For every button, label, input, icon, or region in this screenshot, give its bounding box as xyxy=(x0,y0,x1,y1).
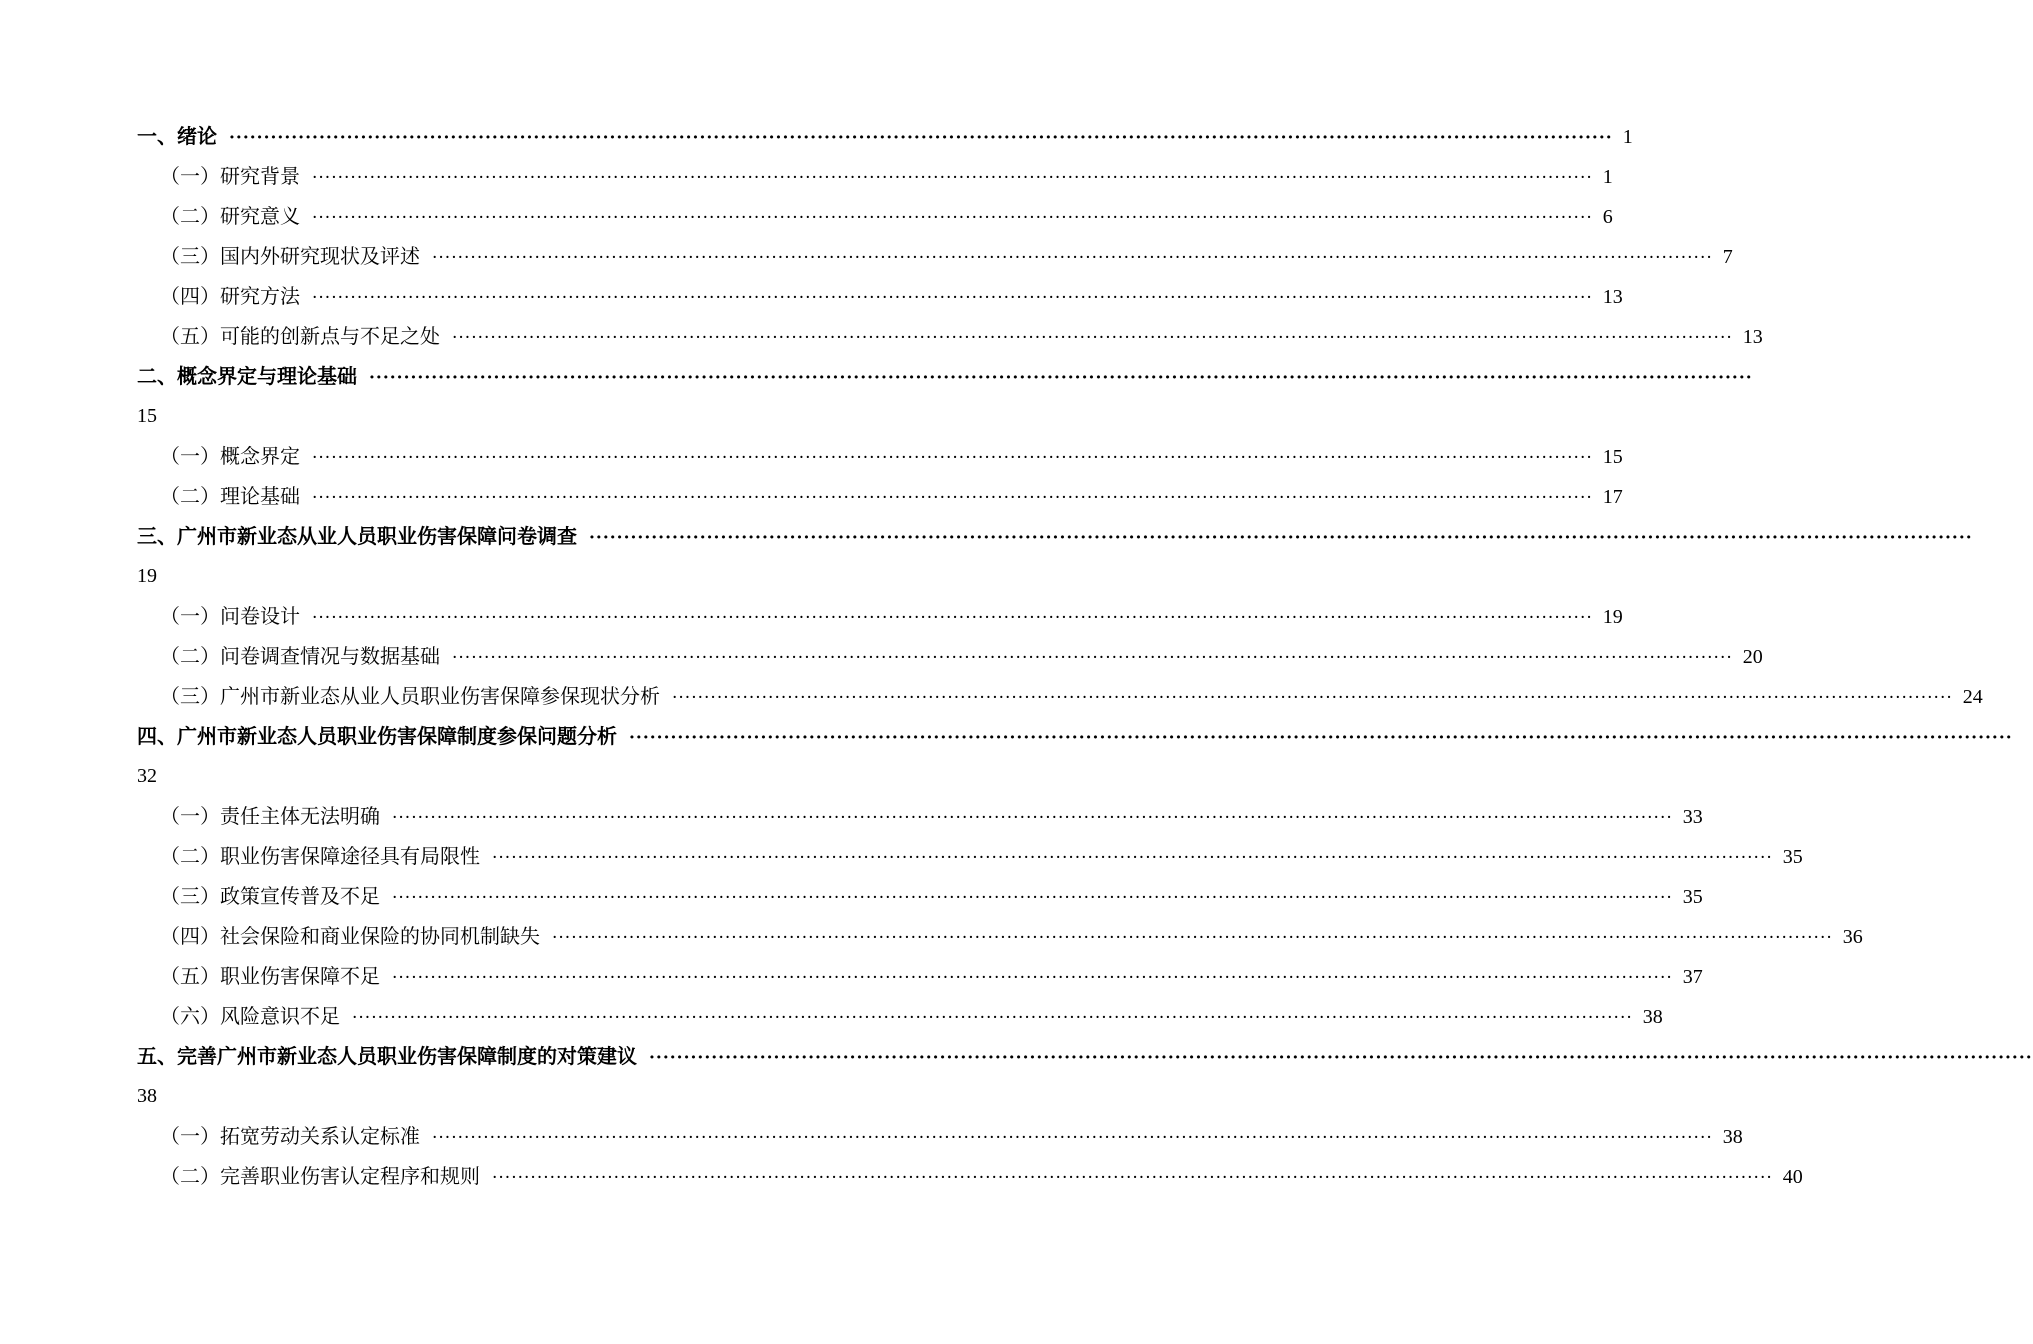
toc-section-entry[interactable] xyxy=(160,1002,1663,1030)
toc-page-number: 32 xyxy=(137,765,157,787)
toc-section-entry[interactable] xyxy=(160,482,1623,510)
toc-leader-dots: ········································································································································································································ xyxy=(352,1008,1633,1028)
toc-chapter-entry[interactable] xyxy=(137,362,1753,390)
toc-leader-dots: ········································································································································································································ xyxy=(649,1048,2033,1068)
toc-leader-dots: ········································································································································································································ xyxy=(672,688,1953,708)
toc-page-number: 13 xyxy=(1602,286,1623,308)
toc-section-entry[interactable] xyxy=(160,962,1703,990)
toc-leader-dots: ········································································································································································································ xyxy=(392,888,1673,908)
toc-entry-title: （六）风险意识不足 xyxy=(160,1004,340,1028)
toc-chapter-entry[interactable] xyxy=(137,1042,2033,1070)
toc-entry-title: 一、绪论 xyxy=(137,124,217,148)
toc-page-number: 38 xyxy=(1642,1006,1663,1028)
toc-section-entry[interactable] xyxy=(160,642,1763,670)
toc-leader-dots: ········································································································································································································ xyxy=(392,808,1673,828)
toc-page-number: 1 xyxy=(1602,166,1613,188)
toc-entry-title: （二）理论基础 xyxy=(160,484,300,508)
toc-section-entry[interactable] xyxy=(160,602,1623,630)
toc-section-entry[interactable] xyxy=(160,842,1803,870)
toc-page-number: 7 xyxy=(1722,246,1733,268)
toc-entry-title: （二）问卷调查情况与数据基础 xyxy=(160,644,440,668)
toc-entry-title: （一）问卷设计 xyxy=(160,604,300,628)
toc-section-entry[interactable] xyxy=(160,1162,1803,1190)
toc-page-number: 35 xyxy=(1782,846,1803,868)
toc-page-number: 33 xyxy=(1682,806,1703,828)
toc-leader-dots: ········································································································································································································ xyxy=(312,168,1593,188)
toc-entry-title: （一）拓宽劳动关系认定标准 xyxy=(160,1124,420,1148)
toc-section-entry[interactable] xyxy=(160,1122,1743,1150)
toc-entry-title: 四、广州市新业态人员职业伤害保障制度参保问题分析 xyxy=(137,724,617,748)
toc-entry-title: （一）研究背景 xyxy=(160,164,300,188)
toc-entry-title: 二、概念界定与理论基础 xyxy=(137,364,357,388)
toc-entry-title: （二）完善职业伤害认定程序和规则 xyxy=(160,1164,480,1188)
toc-entry-title: （一）责任主体无法明确 xyxy=(160,804,380,828)
toc-leader-dots: ········································································································································································································ xyxy=(452,648,1733,668)
toc-page-number: 40 xyxy=(1782,1166,1803,1188)
toc-page-number: 1 xyxy=(1622,126,1633,148)
toc-leader-dots: ········································································································································································································ xyxy=(432,248,1713,268)
toc-leader-dots: ········································································································································································································ xyxy=(312,208,1593,228)
toc-page-number: 13 xyxy=(1742,326,1763,348)
toc-page-number: 15 xyxy=(1602,446,1623,468)
toc-section-entry[interactable] xyxy=(160,202,1613,230)
toc-page-number: 17 xyxy=(1602,486,1623,508)
toc-leader-dots: ········································································································································································································ xyxy=(312,608,1593,628)
toc-entry-title: （三）广州市新业态从业人员职业伤害保障参保现状分析 xyxy=(160,684,660,708)
toc-page-number: 19 xyxy=(137,565,157,587)
toc-entry-title: （二）职业伤害保障途径具有局限性 xyxy=(160,844,480,868)
toc-section-entry[interactable] xyxy=(160,162,1613,190)
toc-entry-title: 五、完善广州市新业态人员职业伤害保障制度的对策建议 xyxy=(137,1044,637,1068)
toc-section-entry[interactable] xyxy=(160,682,1983,710)
toc-page-number: 38 xyxy=(137,1085,157,1107)
toc-section-entry[interactable] xyxy=(160,282,1623,310)
toc-section-entry[interactable] xyxy=(160,802,1703,830)
toc-section-entry[interactable] xyxy=(160,242,1733,270)
toc-page-number: 19 xyxy=(1602,606,1623,628)
toc-page-number: 15 xyxy=(137,405,157,427)
toc-leader-dots: ········································································································································································································ xyxy=(369,368,1753,388)
toc-leader-dots: ········································································································································································································ xyxy=(492,848,1773,868)
toc-chapter-entry[interactable] xyxy=(137,522,1973,550)
toc-page-number: 20 xyxy=(1742,646,1763,668)
toc-leader-dots: ········································································································································································································ xyxy=(312,448,1593,468)
toc-leader-dots: ········································································································································································································ xyxy=(312,488,1593,508)
toc-section-entry[interactable] xyxy=(160,922,1863,950)
toc-leader-dots: ········································································································································································································ xyxy=(312,288,1593,308)
toc-entry-title: （五）可能的创新点与不足之处 xyxy=(160,324,440,348)
toc-entry-title: （四）研究方法 xyxy=(160,284,300,308)
toc-section-entry[interactable] xyxy=(160,882,1703,910)
toc-section-entry[interactable] xyxy=(160,442,1623,470)
toc-page-number: 6 xyxy=(1602,206,1613,228)
toc-leader-dots: ········································································································································································································ xyxy=(629,728,2013,748)
toc-page-number: 38 xyxy=(1722,1126,1743,1148)
toc-entry-title: （五）职业伤害保障不足 xyxy=(160,964,380,988)
toc-page-number: 37 xyxy=(1682,966,1703,988)
toc-page-number: 35 xyxy=(1682,886,1703,908)
toc-entry-title: （一）概念界定 xyxy=(160,444,300,468)
toc-page-number: 36 xyxy=(1842,926,1863,948)
toc-entry-title: 三、广州市新业态从业人员职业伤害保障问卷调查 xyxy=(137,524,577,548)
toc-entry-title: （二）研究意义 xyxy=(160,204,300,228)
toc-leader-dots: ········································································································································································································ xyxy=(452,328,1733,348)
toc-entry-title: （四）社会保险和商业保险的协同机制缺失 xyxy=(160,924,540,948)
toc-section-entry[interactable] xyxy=(160,322,1763,350)
toc-chapter-entry[interactable] xyxy=(137,722,2013,750)
toc-entry-title: （三）政策宣传普及不足 xyxy=(160,884,380,908)
toc-leader-dots: ········································································································································································································ xyxy=(229,128,1613,148)
toc-leader-dots: ········································································································································································································ xyxy=(432,1128,1713,1148)
toc-leader-dots: ········································································································································································································ xyxy=(589,528,1973,548)
toc-chapter-entry[interactable] xyxy=(137,122,1633,150)
toc-leader-dots: ········································································································································································································ xyxy=(392,968,1673,988)
toc-entry-title: （三）国内外研究现状及评述 xyxy=(160,244,420,268)
toc-page-number: 24 xyxy=(1962,686,1983,708)
toc-leader-dots: ········································································································································································································ xyxy=(552,928,1833,948)
toc-leader-dots: ········································································································································································································ xyxy=(492,1168,1773,1188)
